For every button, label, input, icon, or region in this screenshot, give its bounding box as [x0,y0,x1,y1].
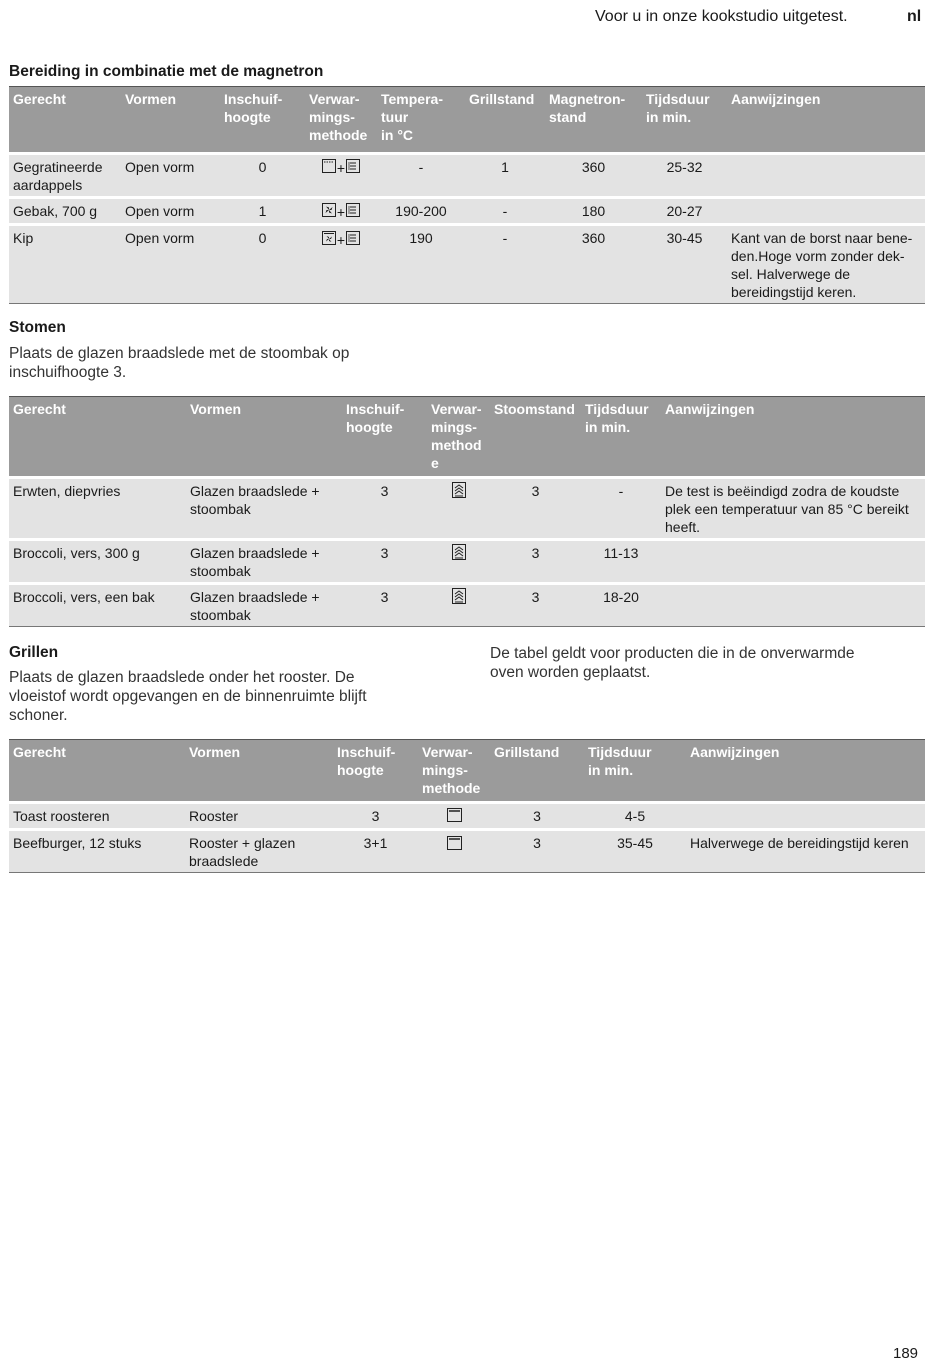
level-cell: 3 [342,582,427,627]
fan-heat-icon [322,203,336,221]
column-header-notes: Aanwijzingen [727,86,925,152]
section-title-grilling: Grillen [9,644,59,661]
steam-icon [452,588,466,608]
column-header-level: Inschuif- hoogte [342,396,427,476]
plus-sign: + [336,204,346,221]
column-header-form: Vormen [121,86,220,152]
dish-cell: Gebak, 700 g [9,196,121,223]
dish-cell: Kip [9,223,121,304]
form-cell: Open vorm [121,196,220,223]
form-cell: Glazen braadslede + stoombak [186,476,342,538]
grill-icon [447,808,462,826]
note-cell [727,196,925,223]
grilling-intro: Plaats de glazen braadslede onder het rooster. De vloeistof wordt opgevangen en de binnenruimte blijft schoner. [9,669,367,724]
table-row [9,828,925,873]
table-row [9,223,925,304]
column-header-dish: Gerecht [9,86,121,152]
steam-icon [452,482,466,502]
column-header-level: Inschuif- hoogte [220,86,305,152]
microwave-icon [346,203,360,221]
form-cell: Rooster [185,801,333,828]
level-cell: 3+1 [333,828,418,873]
section-title-steaming: Stomen [9,319,66,336]
temperature-cell: 190-200 [377,196,465,223]
note-cell: Kant van de borst naar bene- den.Hoge vorm zonder dek- sel. Halverwege de bereidingstijd keren. [727,223,925,304]
form-cell: Rooster + glazen braadslede [185,828,333,873]
column-header-method: Verwar- mings- method e [427,396,490,476]
section-title-microwave: Bereiding in combinatie met de magnetron [9,63,324,80]
column-header-time: Tijdsduur in min. [581,396,661,476]
time-cell: 20-27 [642,196,727,223]
steaming-intro: Plaats de glazen braadslede met de stoombak op inschuifhoogte 3. [9,345,350,381]
microwave-cell: 360 [545,152,642,196]
note-cell: Halverwege de bereidingstijd keren [686,828,925,873]
top-heat-icon [322,159,336,177]
temperature-cell: - [377,152,465,196]
note-cell: De test is beëindigd zodra de koudste plek een temperatuur van 85 °C bereikt heeft. [661,476,925,538]
table-row [9,196,925,223]
method-cell [305,223,377,304]
steam-cell: 3 [490,582,581,627]
dish-cell: Erwten, diepvries [9,476,186,538]
table-row [9,538,925,582]
table-row [9,801,925,828]
dish-cell: Broccoli, vers, een bak [9,582,186,627]
time-cell: - [581,476,661,538]
form-cell: Open vorm [121,152,220,196]
column-header-form: Vormen [185,739,333,801]
grill-cell: 3 [490,828,584,873]
note-cell [686,801,925,828]
form-cell: Glazen braadslede + stoombak [186,582,342,627]
method-cell [305,196,377,223]
column-header-time: Tijdsduur in min. [584,739,686,801]
running-header: Voor u in onze kookstudio uitgetest. [595,8,848,25]
language-label: nl [907,8,922,25]
table-row [9,582,925,627]
column-header-dish: Gerecht [9,396,186,476]
steam-icon [452,544,466,564]
time-cell: 30-45 [642,223,727,304]
grill-cell: - [465,196,545,223]
column-header-method: Verwar- mings- methode [418,739,490,801]
microwave-icon [346,231,360,249]
column-header-grill: Grillstand [490,739,584,801]
time-cell: 25-32 [642,152,727,196]
method-cell [305,152,377,196]
method-cell [418,828,490,873]
table-row [9,152,925,196]
level-cell: 0 [220,152,305,196]
grill-cell: - [465,223,545,304]
column-header-notes: Aanwijzingen [686,739,925,801]
method-cell [427,538,490,582]
time-cell: 4-5 [584,801,686,828]
grilling-side-note: De tabel geldt voor producten die in de onverwarmde oven worden geplaatst. [490,645,855,681]
column-header-microwave: Magnetron- stand [545,86,642,152]
steaming-table [9,396,925,627]
method-cell [427,476,490,538]
dish-cell: Gegratineerde aardappels [9,152,121,196]
microwave-cell: 360 [545,223,642,304]
steam-cell: 3 [490,476,581,538]
method-cell [427,582,490,627]
microwave-combination-table [9,86,925,304]
time-cell: 18-20 [581,582,661,627]
plus-sign: + [336,231,346,248]
microwave-cell: 180 [545,196,642,223]
level-cell: 3 [342,476,427,538]
column-header-form: Vormen [186,396,342,476]
method-cell [418,801,490,828]
column-header-grill: Grillstand [465,86,545,152]
level-cell: 1 [220,196,305,223]
column-header-notes: Aanwijzingen [661,396,925,476]
note-cell [727,152,925,196]
level-cell: 3 [333,801,418,828]
fan-grill-icon [322,231,336,249]
microwave-icon [346,159,360,177]
column-header-level: Inschuif- hoogte [333,739,418,801]
column-header-method: Verwar- mings- methode [305,86,377,152]
column-header-dish: Gerecht [9,739,185,801]
time-cell: 11-13 [581,538,661,582]
plus-sign: + [336,160,346,177]
note-cell [661,538,925,582]
grilling-table [9,739,925,873]
dish-cell: Broccoli, vers, 300 g [9,538,186,582]
temperature-cell: 190 [377,223,465,304]
column-header-time: Tijdsduur in min. [642,86,727,152]
page-number: 189 [893,1345,919,1362]
level-cell: 0 [220,223,305,304]
time-cell: 35-45 [584,828,686,873]
form-cell: Open vorm [121,223,220,304]
form-cell: Glazen braadslede + stoombak [186,538,342,582]
grill-cell: 1 [465,152,545,196]
table-row [9,476,925,538]
column-header-steam: Stoomstand [490,396,581,476]
column-header-temperature: Tempera- tuur in °C [377,86,465,152]
grill-cell: 3 [490,801,584,828]
dish-cell: Toast roosteren [9,801,185,828]
level-cell: 3 [342,538,427,582]
note-cell [661,582,925,627]
grill-icon [447,836,462,854]
dish-cell: Beefburger, 12 stuks [9,828,185,873]
steam-cell: 3 [490,538,581,582]
